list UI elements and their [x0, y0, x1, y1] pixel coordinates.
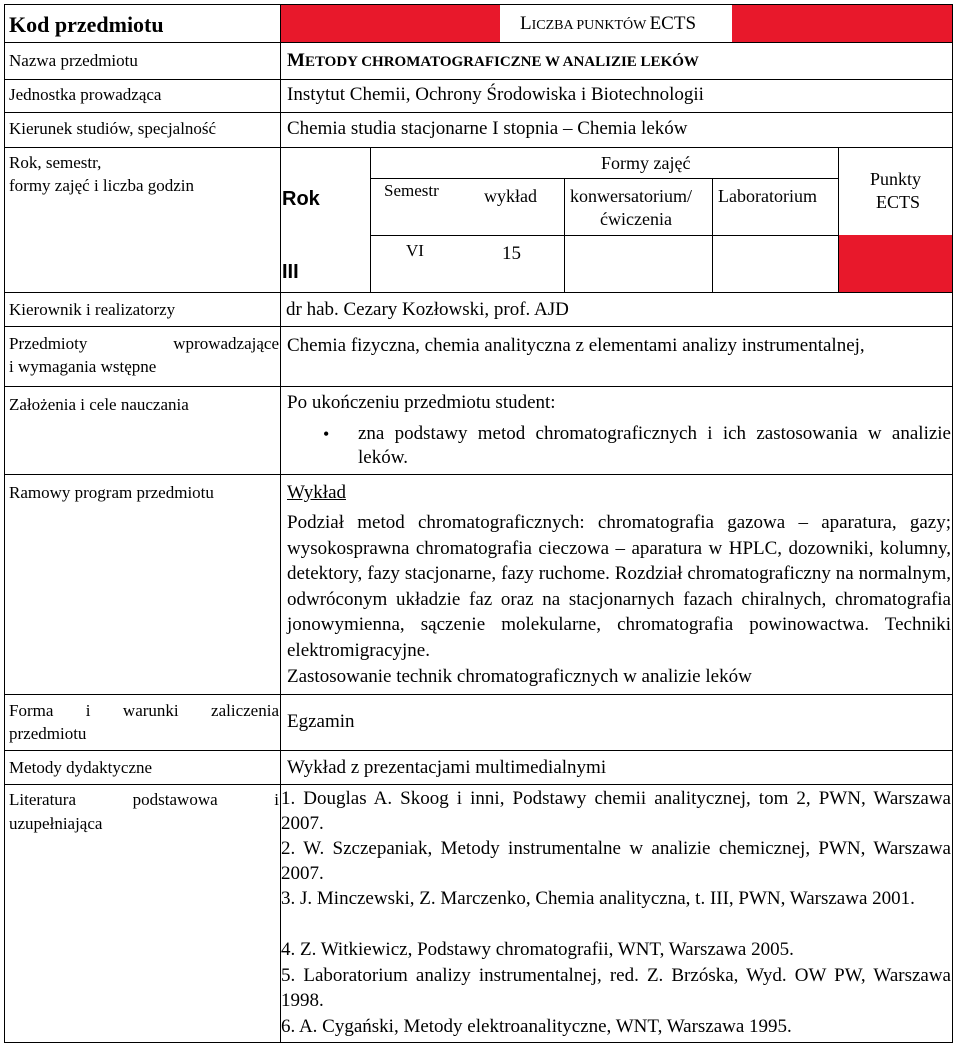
- table-border: [4, 79, 953, 80]
- punkty-ects-red-cell: [838, 235, 952, 292]
- literature-item: 6. A. Cygański, Metody elektroanalityczne, WNT, Warszawa 1995.: [281, 1016, 792, 1037]
- table-border: [4, 4, 953, 5]
- goals-intro: Po ukończeniu przedmiotu student:: [287, 392, 556, 413]
- year-label-line1: Rok, semestr,: [9, 153, 102, 172]
- manager-value: dr hab. Cezary Kozłowski, prof. AJD: [286, 299, 569, 320]
- table-border: [4, 326, 953, 327]
- direction-label: Kierunek studiów, specjalność: [9, 119, 217, 138]
- konw-label-line1: konwersatorium/: [570, 186, 692, 206]
- manager-label: Kierownik i realizatorzy: [9, 300, 176, 319]
- code-label: Kod przedmiotu: [9, 12, 164, 37]
- methods-value: Wykład z prezentacjami multimedialnymi: [287, 757, 607, 778]
- formy-label: Formy zajęć: [601, 153, 691, 173]
- grid-line: [370, 235, 838, 236]
- prereq-label-line1: Przedmioty wprowadzające: [9, 334, 279, 353]
- program-heading: Wykład: [287, 482, 347, 503]
- table-border: [4, 1042, 953, 1043]
- header-red-left: [280, 4, 500, 42]
- ects-header-first: L: [520, 13, 532, 34]
- goals-bullet-item: • zna podstawy metod chromatograficznych i ich zastosowania w analizie leków.: [287, 422, 951, 470]
- unit-label: Jednostka prowadząca: [9, 85, 162, 104]
- program-label: Ramowy program przedmiotu: [9, 483, 214, 502]
- goals-label: Założenia i cele nauczania: [9, 395, 189, 414]
- assessment-value: Egzamin: [287, 711, 355, 732]
- table-border: [4, 112, 953, 113]
- ects-header-rest: ICZBA PUNKTÓW: [531, 18, 650, 33]
- literature-item: 4. Z. Witkiewicz, Podstawy chromatografii, WNT, Warszawa 2005.: [281, 939, 794, 960]
- goals-bullet-list: [287, 422, 951, 470]
- rok-label: Rok: [282, 188, 320, 210]
- table-border: [4, 386, 953, 387]
- literature-item: 5. Laboratorium analizy instrumentalnej, red. Z. Brzóska, Wyd. OW PW, Warszawa 1998.: [281, 965, 951, 1011]
- ects-header: [520, 12, 696, 38]
- subject-name-label: Nazwa przedmiotu: [9, 51, 138, 70]
- program-last-line: Zastosowanie technik chromatograficznych w analizie leków: [287, 666, 752, 687]
- literature-label-line1: Literatura podstawowa i: [9, 790, 279, 809]
- table-border: [4, 474, 953, 475]
- lab-label: Laboratorium: [718, 186, 817, 206]
- subject-name-rest: ETODY CHROMATOGRAFICZNE W ANALIZIE LEKÓW: [304, 54, 699, 70]
- grid-line: [712, 178, 713, 292]
- table-border: [952, 4, 953, 1043]
- methods-label: Metody dydaktyczne: [9, 758, 153, 777]
- table-border: [4, 784, 953, 785]
- grid-line: [564, 178, 565, 292]
- program-text: Podział metod chromatograficznych: chromatografia gazowa – aparatura, gazy; wysokosprawna chromatografia cieczowa – aparatura w HPLC, dozowniki, kolumny, detektory, fazy stacjonarne, fazy ruchome. Rozdział chromatograficzny na normalnym, odwróconym układzie faz oraz na stacjonarnych fazach chiralnych, chromatografia jonowymienna, sączenie molekularne, chromatografia powinowactwa. Techniki elektromigracyjne.: [287, 512, 951, 661]
- semestr-label: Semestr: [384, 181, 439, 200]
- punkty-line1: Punkty: [870, 169, 922, 189]
- subject-name-first: M: [287, 50, 305, 71]
- table-border: [4, 694, 953, 695]
- direction-value: Chemia studia stacjonarne I stopnia – Chemia leków: [287, 118, 688, 139]
- table-border: [4, 750, 953, 751]
- table-border: [4, 42, 953, 43]
- subject-name-value: [287, 49, 699, 74]
- header-red-right: [732, 4, 952, 42]
- wyklad-value: 15: [502, 243, 521, 264]
- table-border: [4, 292, 953, 293]
- grid-line: [370, 178, 838, 179]
- grid-line: [838, 147, 839, 292]
- unit-value: Instytut Chemii, Ochrony Środowiska i Biotechnologii: [287, 84, 704, 105]
- konw-label-line2: ćwiczenia: [600, 209, 672, 229]
- semestr-value: VI: [406, 241, 424, 260]
- rok-value: III: [282, 261, 299, 283]
- literature-label-line2: uzupełniająca: [9, 814, 103, 833]
- punkty-line2: ECTS: [876, 192, 921, 212]
- literature-item: 1. Douglas A. Skoog i inni, Podstawy chemii analitycznej, tom 2, PWN, Warszawa 2007.: [281, 788, 951, 834]
- ects-header-tail: ECTS: [649, 13, 697, 34]
- table-border: [4, 4, 5, 1043]
- assessment-label-line1: Forma i warunki zaliczenia: [9, 701, 279, 720]
- assessment-label-line2: przedmiotu: [9, 724, 87, 743]
- table-border: [4, 147, 953, 148]
- wyklad-label: wykład: [484, 186, 537, 206]
- year-label-line2: formy zajęć i liczba godzin: [9, 176, 195, 195]
- prereq-label-line2: i wymagania wstępne: [9, 357, 157, 376]
- prereq-value: Chemia fizyczna, chemia analityczna z elementami analizy instrumentalnej,: [287, 335, 865, 356]
- literature-item: 3. J. Minczewski, Z. Marczenko, Chemia analityczna, t. III, PWN, Warszawa 2001.: [281, 888, 915, 909]
- grid-line: [370, 147, 371, 292]
- literature-item: 2. W. Szczepaniak, Metody instrumentalne w analizie chemicznej, PWN, Warszawa 2007.: [281, 838, 951, 884]
